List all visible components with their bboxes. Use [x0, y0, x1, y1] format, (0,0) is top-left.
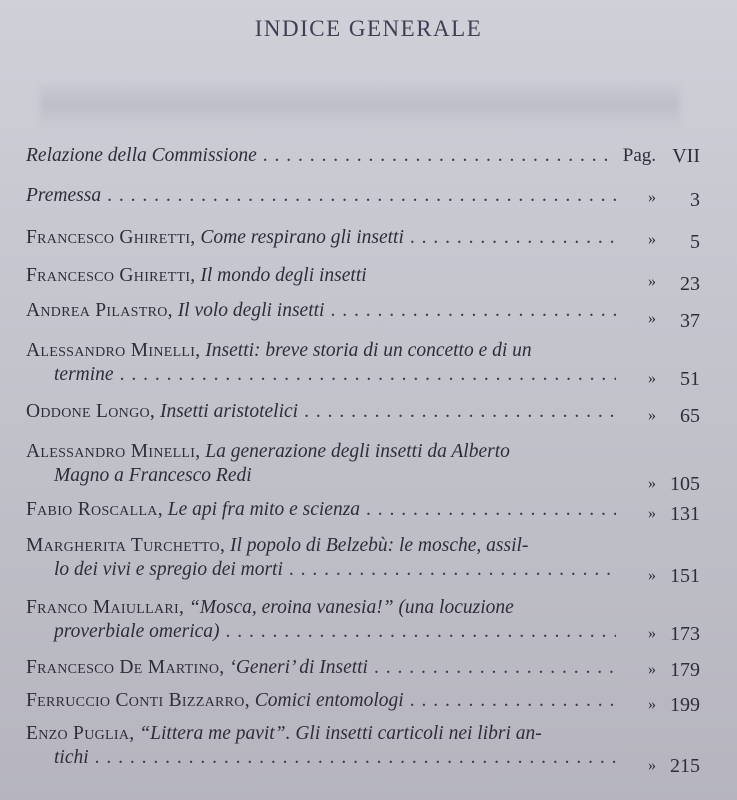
page-marker: »	[648, 475, 656, 492]
page-number: 131	[670, 503, 700, 525]
entry-title: Il volo degli insetti	[177, 300, 325, 321]
leader-dots	[107, 185, 616, 207]
entry-title: Il popolo di Belzebù: le mosche, assil-	[230, 535, 529, 556]
leader-dots	[95, 747, 616, 769]
entry-author: Margherita Turchetto,	[26, 535, 226, 556]
entry-title: Le api fra mito e scienza	[167, 499, 361, 520]
leader-dots	[410, 227, 616, 249]
leader-dots	[304, 401, 616, 423]
page-number: 199	[670, 694, 700, 716]
entry-title: Insetti aristotelici	[159, 401, 299, 422]
entry-title-continued: lo dei vivi e spregio dei morti	[54, 559, 283, 580]
toc-line	[26, 185, 616, 207]
leader-dots	[289, 559, 616, 581]
page-title: INDICE GENERALE	[254, 16, 483, 41]
toc-line	[26, 401, 616, 423]
toc-line	[26, 499, 616, 521]
entry-author: Francesco Ghiretti,	[26, 265, 196, 286]
page-marker: »	[648, 189, 656, 206]
page-marker: »	[648, 757, 656, 774]
page-marker: »	[648, 370, 656, 387]
page-number: 3	[690, 189, 700, 211]
entry-title-continued: termine	[54, 364, 114, 385]
entry-author: Fabio Roscalla,	[26, 499, 163, 520]
entry-title: Relazione della Commissione	[26, 145, 257, 166]
toc-line-continued	[54, 465, 616, 487]
page-marker: »	[648, 273, 656, 290]
leader-dots	[410, 690, 616, 712]
page-marker: »	[648, 407, 656, 424]
toc-line	[26, 227, 616, 249]
toc-line-continued	[54, 559, 616, 581]
page-number: 179	[670, 659, 700, 681]
entry-author: Franco Maiullari,	[26, 597, 185, 618]
entry-author: Francesco Ghiretti,	[26, 227, 196, 248]
toc-line	[26, 145, 616, 167]
entry-author: Enzo Puglia,	[26, 723, 135, 744]
entry-title: Premessa	[26, 185, 102, 206]
entry-title: “Littera me pavit”. Gli insetti carticoli nei libri an-	[139, 723, 542, 744]
entry-title-continued: proverbiale omerica)	[54, 621, 220, 642]
page-number: 173	[670, 623, 700, 645]
entry-title-continued: tichi	[54, 747, 89, 768]
page-number: 151	[670, 565, 700, 587]
toc-line-continued	[54, 364, 616, 386]
entry-title: La generazione degli insetti da Alberto	[205, 441, 510, 462]
entry-author: Oddone Longo,	[26, 401, 156, 422]
page-marker: »	[648, 567, 656, 584]
leader-dots	[330, 300, 616, 322]
toc-line	[26, 690, 616, 712]
page-number: 5	[690, 231, 700, 253]
entry-author: Francesco De Martino,	[26, 657, 225, 678]
entry-title: Comici entomologi	[254, 690, 404, 711]
leader-dots	[263, 145, 616, 167]
page-marker: »	[648, 505, 656, 522]
toc-line	[26, 300, 616, 322]
entry-author: Andrea Pilastro,	[26, 300, 173, 321]
page-marker: »	[648, 231, 656, 248]
page-number: 105	[670, 473, 700, 495]
entry-title: “Mosca, eroina vanesia!” (una locuzione	[189, 597, 514, 618]
entry-title: Il mondo degli insetti	[200, 265, 367, 286]
toc-line	[26, 723, 616, 745]
leader-dots	[374, 657, 616, 679]
leader-dots	[226, 621, 616, 643]
entry-title: ‘Generi’ di Insetti	[229, 657, 368, 678]
page-number: VII	[672, 145, 700, 167]
page-marker: »	[648, 696, 656, 713]
entry-author: Ferruccio Conti Bizzarro,	[26, 690, 250, 711]
toc-line	[26, 657, 616, 679]
page-marker: »	[648, 661, 656, 678]
toc-line	[26, 597, 616, 619]
leader-dots	[120, 364, 616, 386]
entry-title: Come respirano gli insetti	[200, 227, 404, 248]
entry-author: Alessandro Minelli,	[26, 340, 201, 361]
page-marker: »	[648, 310, 656, 327]
toc-line	[26, 441, 616, 463]
page-marker: »	[648, 625, 656, 642]
show-through-text	[40, 84, 680, 124]
entry-title: Insetti: breve storia di un concetto e di un	[205, 340, 532, 361]
page-marker: Pag.	[622, 145, 656, 166]
toc-line-continued	[54, 747, 616, 769]
page-number: 51	[680, 368, 700, 390]
page-number: 23	[680, 273, 700, 295]
toc-line	[26, 535, 616, 557]
toc-line	[26, 265, 616, 287]
toc-line	[26, 340, 616, 362]
entry-title-continued: Magno a Francesco Redi	[54, 465, 252, 486]
page-number: 37	[680, 310, 700, 332]
toc-line-continued	[54, 621, 616, 643]
page-number: 215	[670, 755, 700, 777]
page-number: 65	[680, 405, 700, 427]
entry-author: Alessandro Minelli,	[26, 441, 201, 462]
leader-dots	[366, 499, 616, 521]
